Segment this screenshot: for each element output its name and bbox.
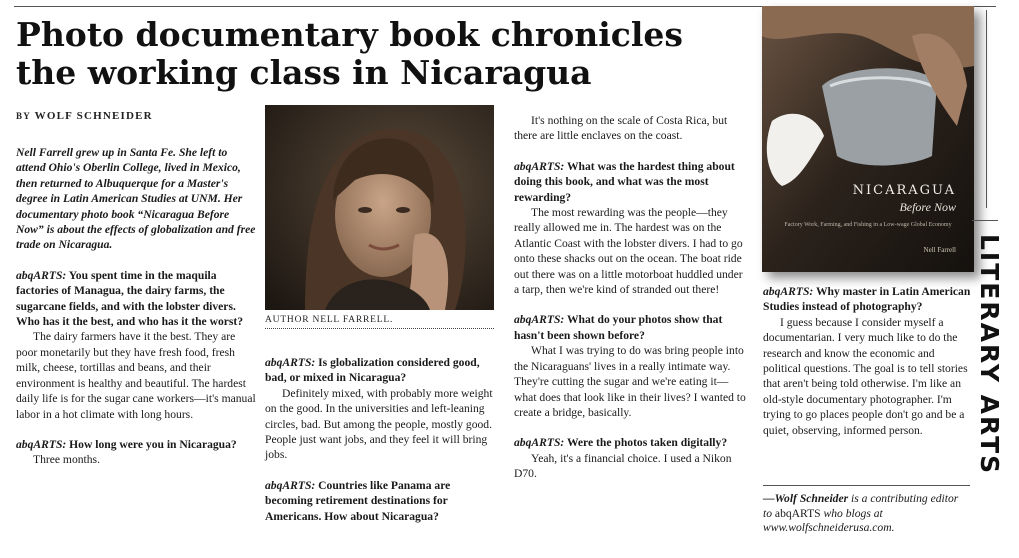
side-rule bbox=[986, 10, 987, 208]
book-author: Nell Farrell bbox=[923, 246, 956, 254]
author-portrait-image bbox=[265, 105, 494, 310]
side-rule-tick bbox=[972, 220, 998, 221]
answer-6: What I was trying to do was bring people into the Nicaraguans' lives in a really intimate way. They're cutting the sugar and we're eating it—what does that look like in their lives? I wanted to create a bridge, basically. bbox=[514, 344, 746, 419]
book-cover bbox=[762, 6, 974, 272]
question-6: abqARTS: What do your photos show that hasn't been shown before? bbox=[514, 313, 723, 342]
brand-label: abqARTS: bbox=[265, 356, 316, 369]
brand-label: abqARTS: bbox=[514, 159, 565, 173]
answer-4: It's nothing on the scale of Costa Rica, but there are little enclaves on the coast. bbox=[514, 114, 728, 143]
signature-rule bbox=[763, 485, 970, 486]
question-1: abqARTS: You spent time in the maquila factories of Managua, the dairy farms, the sugarcane fields, and with the lobster divers. Who has it the best, and who has it the worst? bbox=[16, 268, 244, 329]
answer-1: The dairy farmers have it the best. They are poor monetarily but they have fresh food, fresh milk, cheese, tortillas and beans, and their environment is healthy and beautiful. The hardest daily life is for the sugar cane workers—it's manual labor in a hot climate with long hours. bbox=[16, 330, 256, 421]
question-8: abqARTS: Why master in Latin American Studies instead of photography? bbox=[763, 285, 971, 314]
question-7: abqARTS: Were the photos taken digitally? bbox=[514, 436, 728, 450]
brand-label: abqARTS: bbox=[514, 436, 565, 450]
question-3: abqARTS: Is globalization considered good, bad, or mixed in Nicaragua? bbox=[265, 356, 480, 385]
headline bbox=[16, 16, 756, 92]
photo-caption: AUTHOR NELL FARRELL. bbox=[265, 315, 394, 325]
signature-brand: abqARTS bbox=[774, 506, 821, 520]
brand-label: abqARTS: bbox=[763, 285, 814, 298]
caption-rule bbox=[265, 328, 494, 329]
answer-2: Three months. bbox=[33, 453, 100, 467]
book-subtitle: Before Now bbox=[899, 200, 956, 214]
column-3 bbox=[514, 113, 747, 482]
byline-prefix: BY bbox=[16, 111, 31, 121]
author-signature: —Wolf Schneider is a contributing editor to abqARTS who blogs at www.wolfschneiderusa.com. bbox=[763, 492, 959, 534]
brand-label: abqARTS: bbox=[16, 437, 67, 451]
answer-8: I guess because I consider myself a documentarian. I very much like to do the research and know the economic and political questions. The goal is to tell stories that aren't being told otherwise. I'm like an old-style documentary photographer. I'm trying to go places people don't go and be a quiet, observing, informed person. bbox=[763, 315, 968, 437]
column-2 bbox=[265, 355, 497, 524]
byline bbox=[16, 110, 153, 122]
brand-label: abqARTS: bbox=[265, 478, 316, 492]
book-tagline: Factory Work, Farming, and Fishing in a Low-wage Global Economy bbox=[784, 222, 952, 228]
question-5: abqARTS: What was the hardest thing about doing this book, and what was the most rewarding? bbox=[514, 159, 735, 204]
question-4: abqARTS: Countries like Panama are becoming retirement destinations for Americans. How about Nicaragua? bbox=[265, 478, 451, 523]
brand-label: abqARTS: bbox=[514, 313, 565, 327]
book-title: NICARAGUA bbox=[852, 183, 956, 198]
column-4 bbox=[763, 284, 973, 438]
book-cover-image bbox=[762, 6, 974, 272]
question-2: abqARTS: How long were you in Nicaragua? bbox=[16, 437, 237, 451]
intro-paragraph: Nell Farrell grew up in Santa Fe. She left to attend Ohio's Oberlin College, lived in Mexico, then returned to Albuquerque for a Master's degree in Latin American Studies at UNM. Her documentary photo book “Nicaragua Before Now” is about the effects of globalization and free trade on Nicaragua. bbox=[16, 146, 256, 252]
answer-5: The most rewarding was the people—they really allowed me in. The hardest was on the Atlantic Coast with the lobster divers. I had to go onto these shacks out on the ocean. The boat ride out there was on a little motorboat huddled under a tarp, then we're kind of stranded out there! bbox=[514, 206, 743, 297]
answer-3: Definitely mixed, with probably more weight on the good. In the universities and left-leaning circles, bad. But among the people, mostly good. People just want jobs, and they feel it will bring jobs. bbox=[265, 386, 493, 462]
column-1 bbox=[16, 145, 256, 468]
headline-line-2: the working class in Nicaragua bbox=[16, 53, 592, 92]
author-photo bbox=[265, 105, 494, 310]
byline-author: WOLF SCHNEIDER bbox=[34, 110, 153, 122]
answer-7: Yeah, it's a financial choice. I used a Nikon D70. bbox=[514, 451, 732, 481]
headline-line-1: Photo documentary book chronicles bbox=[16, 15, 683, 54]
section-label: LITERARY ARTS bbox=[975, 234, 1004, 476]
signature-name: —Wolf Schneider bbox=[763, 492, 849, 505]
brand-label: abqARTS: bbox=[16, 268, 67, 282]
